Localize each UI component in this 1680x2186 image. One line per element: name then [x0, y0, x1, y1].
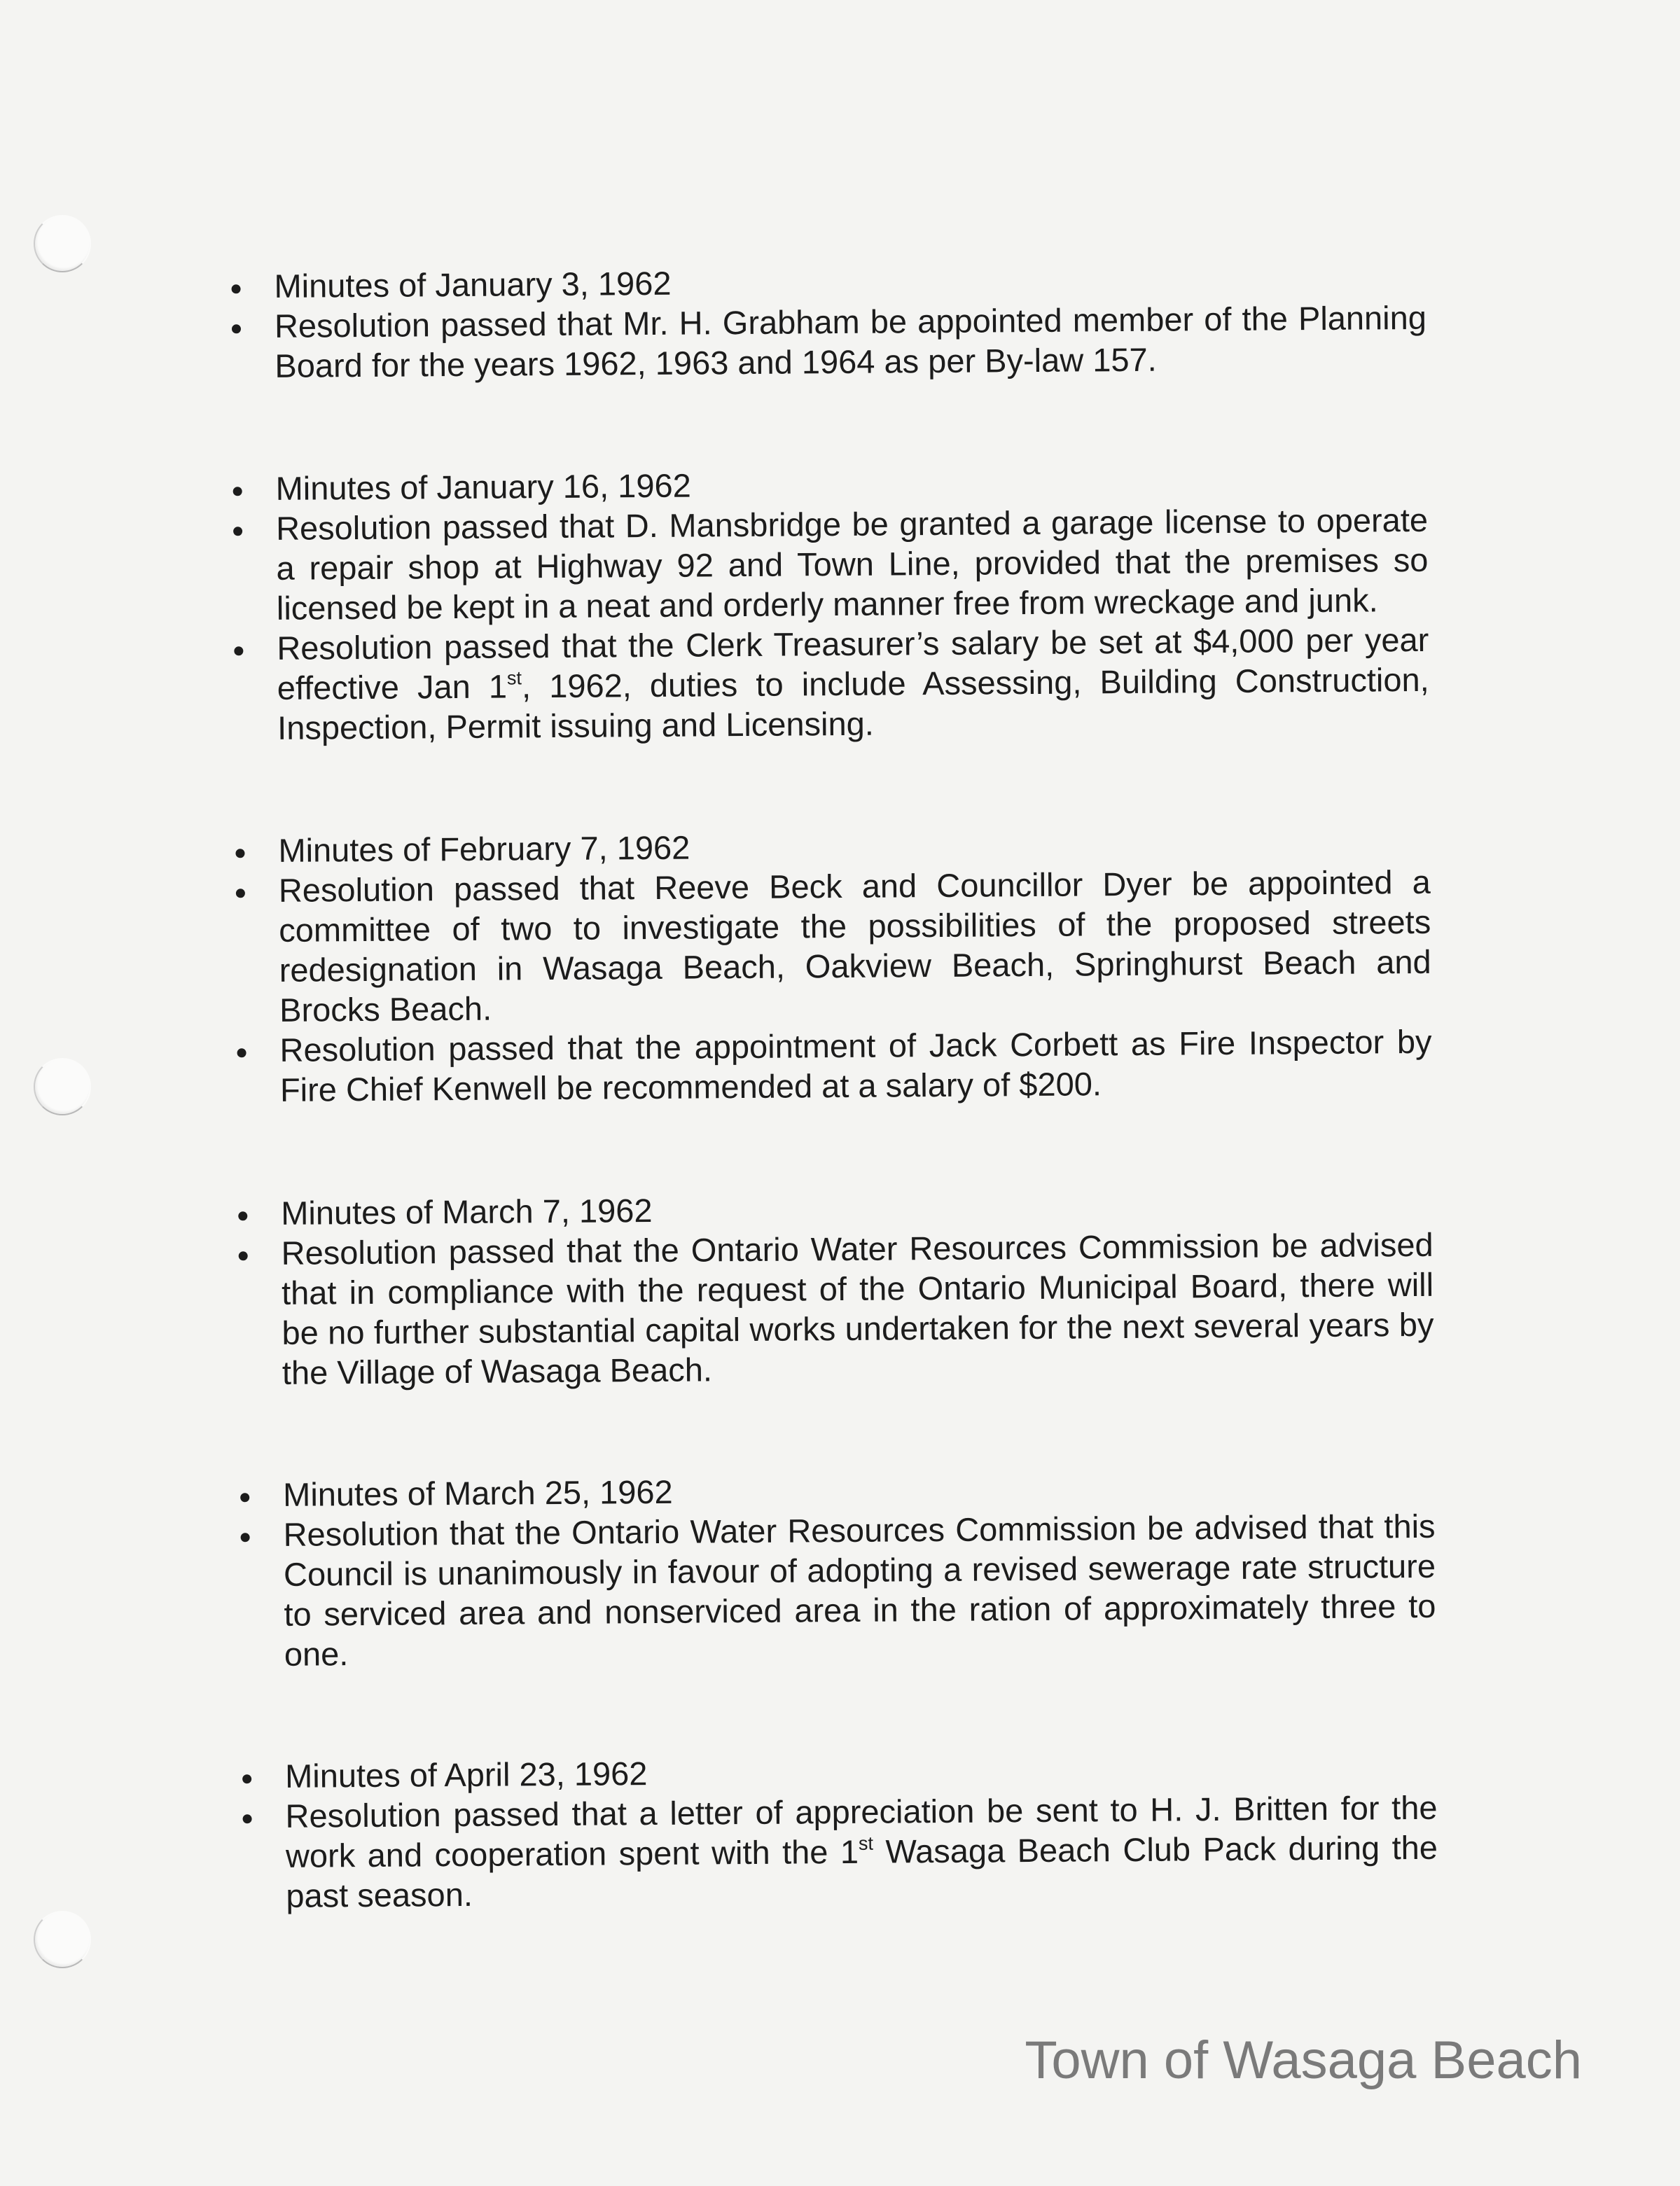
resolution-text: Resolution passed that the Ontario Water Resources Commission be advised that in compliance with the request of the Ontario Municipal Board, there will be no further substantial capital works undertaken for the next several years by the Village of Wasaga Beach.: [281, 1225, 1434, 1391]
minutes-date: Minutes of January 3, 1962: [274, 264, 672, 305]
bullet-icon: [242, 1774, 251, 1783]
resolution-text-part: , 1962, duties to include Assessing, Building Construction, Inspection, Permit issuing and Licensing.: [277, 660, 1429, 746]
minutes-date: Minutes of January 16, 1962: [275, 466, 691, 507]
minutes-date: Minutes of March 25, 1962: [282, 1473, 673, 1513]
bullet-icon: [233, 487, 242, 496]
resolution-item: [279, 1022, 1432, 1110]
bullet-icon: [232, 284, 241, 293]
resolution-text: Resolution passed that Mr. H. Grabham be appointed member of the Planning Board for the years 1962, 1963 and 1964 as per By-law 157.: [274, 298, 1427, 384]
resolution-item: [285, 1788, 1438, 1916]
resolution-text: Resolution that the Ontario Water Resources Commission be advised that this Council is unanimously in favour of adopting a revised sewerage rate structure to serviced area and nonserviced area in the ration of approximately three to one.: [283, 1507, 1436, 1673]
minutes-section-january-16-1962: [275, 460, 1429, 748]
resolution-text-part: Resolution passed that a letter of appreciation be sent to H. J. Britten for the work and cooperation spent with the 1: [285, 1788, 1438, 1874]
minutes-section-march-25-1962: [283, 1466, 1436, 1674]
minutes-date: Minutes of March 7, 1962: [281, 1191, 653, 1232]
bullet-icon: [232, 324, 241, 333]
bullet-icon: [233, 527, 242, 536]
minutes-date: Minutes of February 7, 1962: [278, 828, 690, 869]
minutes-date: Minutes of April 23, 1962: [284, 1755, 648, 1795]
bullet-icon: [235, 849, 244, 858]
bullet-icon: [239, 1251, 248, 1260]
resolution-text: Resolution passed that the appointment of Jack Corbett as Fire Inspector by Fire Chief Kenwell be recommended at a salary of $200.: [279, 1022, 1432, 1108]
resolution-item: [281, 1225, 1434, 1393]
resolution-item: [279, 862, 1432, 1030]
minutes-section-march-7-1962: [281, 1185, 1434, 1393]
minutes-section-january-3-1962: [274, 258, 1426, 386]
ordinal-suffix: st: [506, 667, 522, 689]
resolution-text: Resolution passed that D. Mansbridge be granted a garage license to operate a repair shop at Highway 92 and Town Line, provided that the premises so licensed be kept in a neat and orderly manner free from wreckage and junk.: [275, 501, 1429, 627]
resolution-text-part: Wasaga Beach Club Pack during the past season.: [286, 1828, 1438, 1914]
resolution-text-part: Resolution passed that the Clerk Treasurer’s salary be set at $4,000 per year effective Jan 1: [277, 620, 1429, 706]
bullet-icon: [238, 1211, 247, 1220]
resolution-text: [277, 620, 1429, 748]
bullet-icon: [240, 1493, 249, 1502]
ordinal-suffix: st: [858, 1832, 874, 1854]
bullet-icon: [236, 889, 245, 898]
minutes-section-february-7-1962: [278, 822, 1432, 1110]
bullet-icon: [237, 1048, 247, 1057]
resolution-item: [276, 500, 1429, 628]
minutes-section-april-23-1962: [285, 1748, 1438, 1916]
bullet-icon: [241, 1533, 250, 1542]
resolution-item: [277, 620, 1429, 748]
bullet-icon: [234, 646, 243, 655]
bullet-icon: [243, 1814, 252, 1823]
watermark-label: Town of Wasaga Beach: [1025, 2031, 1582, 2090]
resolution-text: Resolution passed that Reeve Beck and Councillor Dyer be appointed a committee of two to investigate the possibilities of the proposed streets redesignation in Wasaga Beach, Oakview Beach, Springhurst Beach and Brocks Beach.: [278, 863, 1431, 1029]
resolution-item: [275, 298, 1427, 386]
resolution-item: [283, 1506, 1436, 1674]
resolution-text: [285, 1788, 1438, 1916]
